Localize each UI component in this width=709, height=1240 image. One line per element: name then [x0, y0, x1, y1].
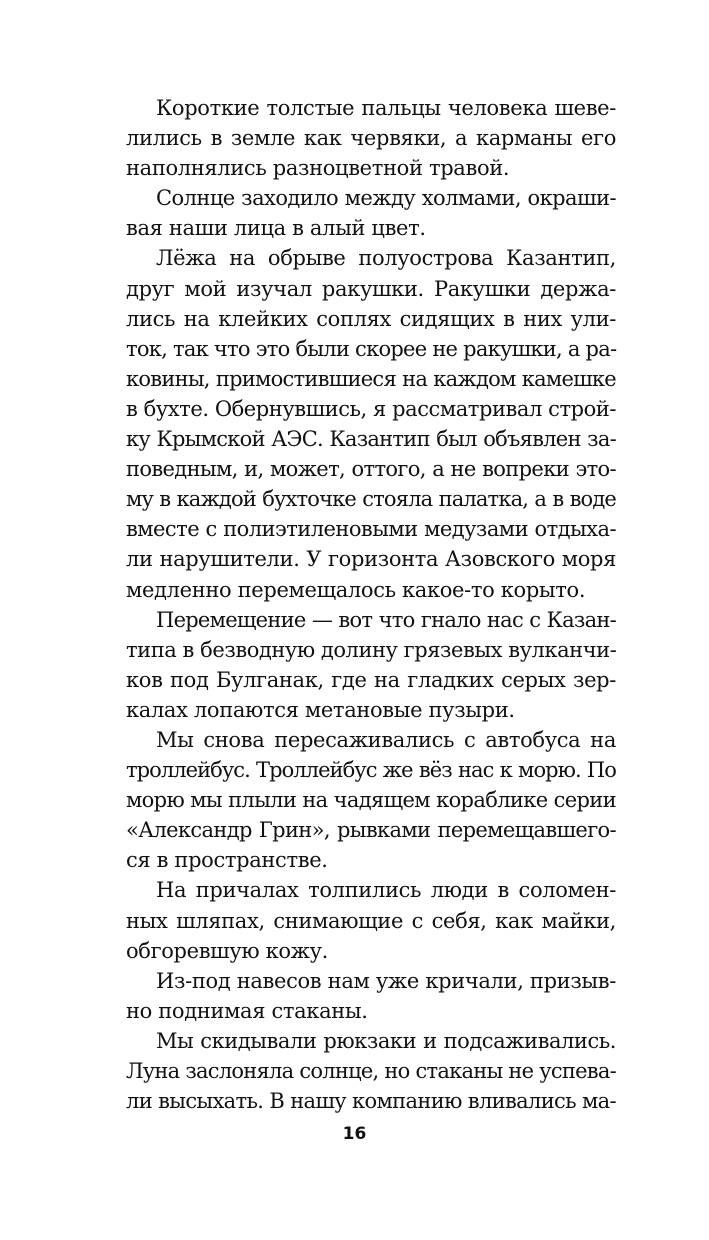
text-line: наполнялись разноцветной травой.: [126, 156, 510, 181]
text-line: друг мой изучал ракушки. Ракушки держа-: [126, 276, 616, 301]
text-line: Солнце заходило между холмами, окраши-: [156, 186, 616, 211]
text-line: лись на клейких соплях сидящих в них ули-: [126, 306, 616, 331]
text-line: троллейбус. Троллейбус же вёз нас к морю. По: [126, 758, 616, 783]
text-line: вая наши лица в алый цвет.: [126, 216, 426, 241]
text-line: Перемещение — вот что гнало нас с Казан-: [156, 607, 616, 632]
text-line: калах лопаются метановые пузыри.: [126, 697, 515, 722]
text-line: но поднимая стаканы.: [126, 998, 368, 1023]
text-line: вместе с полиэтиленовыми медузами отдыха-: [126, 517, 616, 542]
text-line: Мы снова пересаживались с автобуса на: [156, 727, 616, 752]
text-line: ли высыхать. В нашу компанию вливались ма-: [126, 1089, 616, 1114]
text-line: «Александр Грин», рывками перемещавшего-: [126, 818, 616, 843]
text-line: На причалах толпились люди в соломен-: [156, 878, 616, 903]
text-line: му в каждой бухточке стояла палатка, а в воде: [126, 487, 616, 512]
text-line: ку Крымской АЭС. Казантип был объявлен за-: [126, 427, 616, 452]
text-line: Короткие толстые пальцы человека шеве-: [156, 96, 616, 120]
text-line: медленно перемещалось какое-то корыто.: [126, 577, 586, 602]
text-line: ток, так что это были скорее не ракушки, а ра-: [126, 336, 617, 361]
page-number: 16: [342, 1124, 367, 1144]
text-line: Из-под навесов нам уже кричали, призыв-: [156, 968, 616, 993]
body-text: [126, 93, 616, 1116]
text-line: обгоревшую кожу.: [126, 938, 328, 963]
text-line: ли нарушители. У горизонта Азовского моря: [126, 547, 616, 572]
text-line: Луна заслоняла солнце, но стаканы не успева-: [126, 1059, 616, 1083]
text-line: ковины, примостившиеся на каждом камешке: [126, 366, 616, 391]
text-line: ся в пространстве.: [126, 848, 328, 873]
text-line: Лёжа на обрыве полуострова Казантип,: [156, 246, 616, 271]
text-line: ных шляпах, снимающие с себя, как майки,: [126, 908, 616, 933]
text-line: типа в безводную долину грязевых вулканчи-: [126, 637, 617, 662]
text-line: Мы скидывали рюкзаки и подсаживались.: [156, 1028, 616, 1053]
text-line: в бухте. Обернувшись, я рассматривал строй-: [126, 396, 616, 421]
text-line: морю мы плыли на чадящем кораблике серии: [126, 788, 616, 813]
text-line: ков под Булганак, где на гладких серых зер-: [126, 667, 616, 692]
text-line: поведным, и, может, оттого, а не вопреки это-: [126, 457, 616, 482]
text-line: лились в земле как червяки, а карманы его: [126, 126, 616, 151]
